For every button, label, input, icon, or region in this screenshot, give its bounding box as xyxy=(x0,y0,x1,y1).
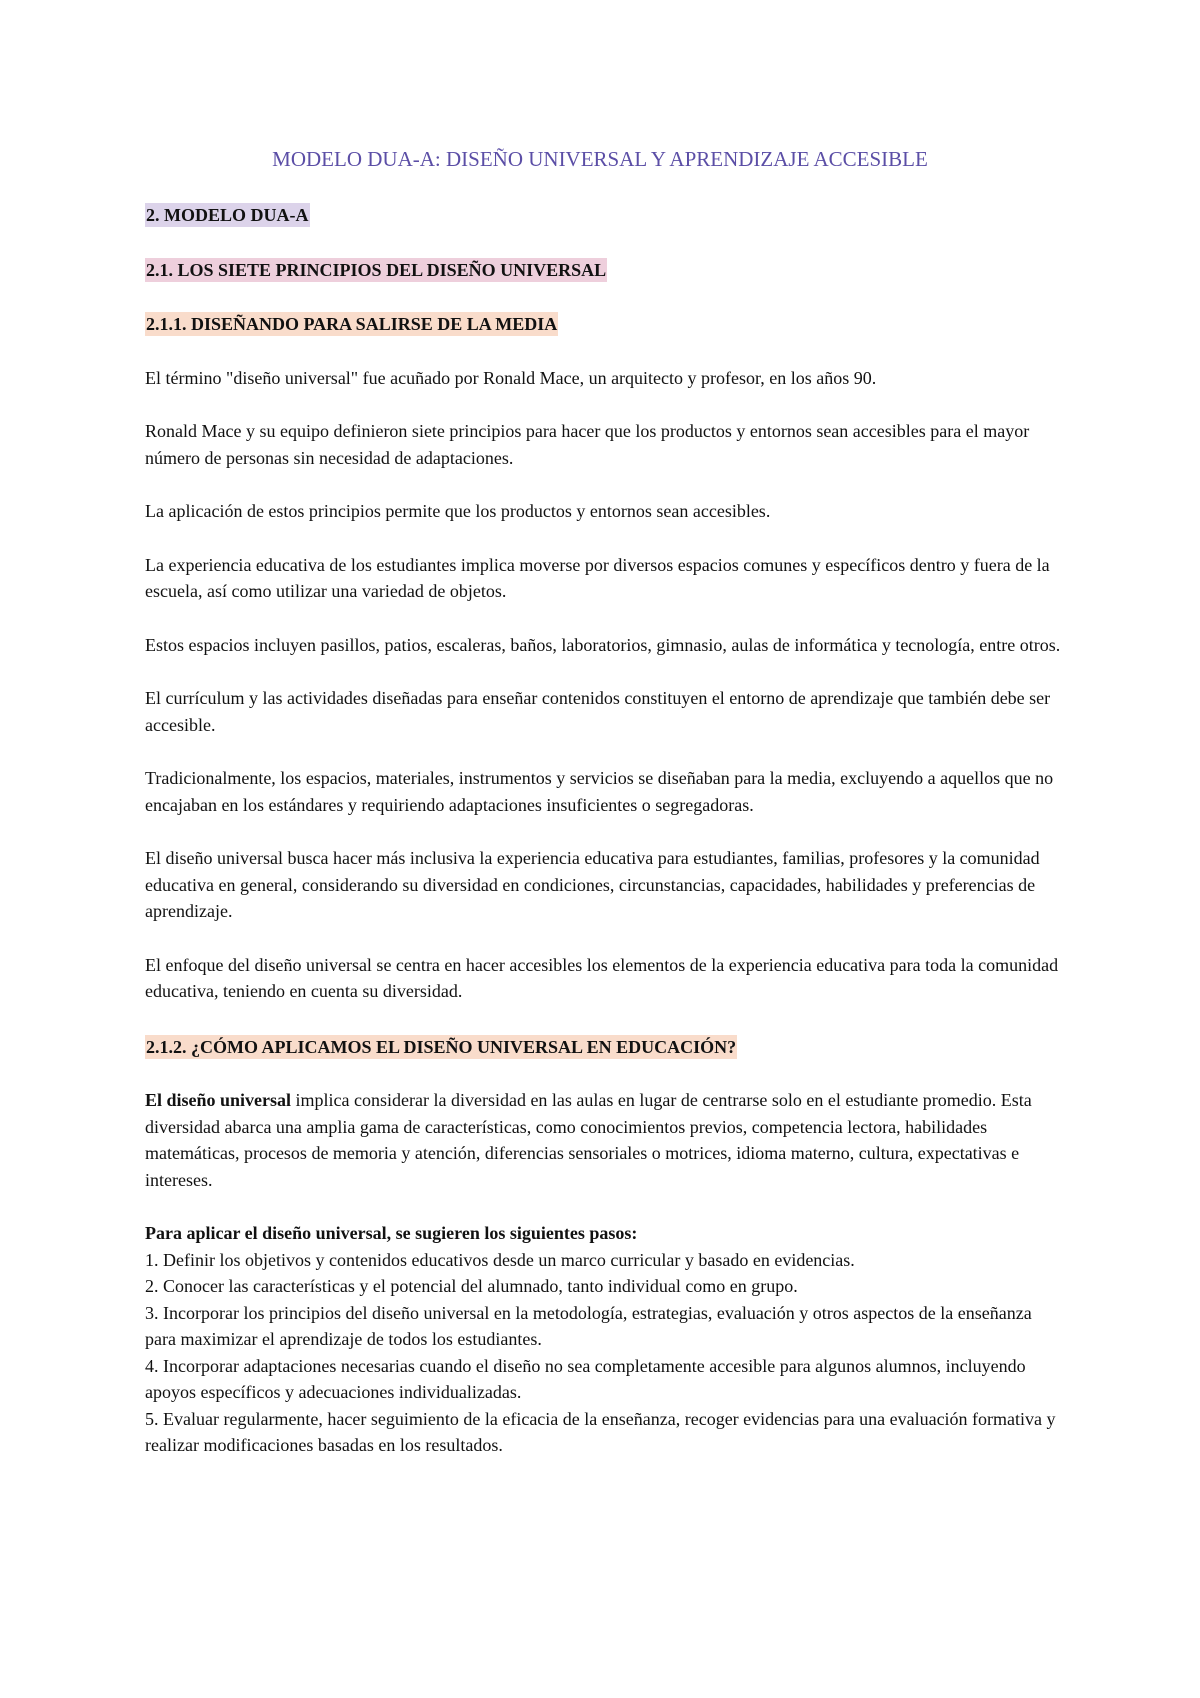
paragraph: La aplicación de estos principios permite que los productos y entornos sean accesibles. xyxy=(145,501,771,521)
paragraph: Estos espacios incluyen pasillos, patios, escaleras, baños, laboratorios, gimnasio, aulas de informática y tecnología, entre otros. xyxy=(145,634,1061,655)
list-item: 5. Evaluar regularmente, hacer seguimiento de la eficacia de la enseñanza, recoger evidencias para una evaluación formativa y realizar modificaciones basadas en los resultados. xyxy=(145,1408,1056,1455)
paragraph: Tradicionalmente, los espacios, materiales, instrumentos y servicios se diseñaban para la media, excluyendo a aquellos que no encajaban en los estándares y requiriendo adaptaciones insuficientes o segregadoras. xyxy=(145,768,1054,815)
paragraph: El enfoque del diseño universal se centra en hacer accesibles los elementos de la experiencia educativa para toda la comunidad educativa, teniendo en cuenta su diversidad. xyxy=(145,954,1059,1001)
paragraph: La experiencia educativa de los estudiantes implica moverse por diversos espacios comunes y específicos dentro y fuera de la escuela, así como utilizar una variedad de objetos. xyxy=(145,554,1050,601)
intro-paragraph xyxy=(145,1087,1065,1193)
steps-heading: Para aplicar el diseño universal, se sugieren los siguientes pasos: xyxy=(145,1223,638,1243)
section-heading: 2. MODELO DUA-A xyxy=(146,205,309,225)
sub1-heading: 2.1.1. DISEÑANDO PARA SALIRSE DE LA MEDIA xyxy=(146,314,558,334)
intro-bold-text: El diseño universal xyxy=(145,1090,292,1110)
paragraph: El currículum y las actividades diseñadas para enseñar contenidos constituyen el entorno de aprendizaje que también debe ser accesible. xyxy=(145,688,1051,735)
steps-list xyxy=(145,1247,1065,1459)
paragraph: El término "diseño universal" fue acuñado por Ronald Mace, un arquitecto y profesor, en los años 90. xyxy=(145,367,877,388)
subsection-heading: 2.1. LOS SIETE PRINCIPIOS DEL DISEÑO UNIVERSAL xyxy=(146,259,607,280)
list-item: 4. Incorporar adaptaciones necesarias cuando el diseño no sea completamente accesible para algunos alumnos, incluyendo apoyos específicos y adecuaciones individualizadas. xyxy=(145,1355,1026,1402)
document-title: MODELO DUA-A: DISEÑO UNIVERSAL Y APRENDIZAJE ACCESIBLE xyxy=(272,147,928,171)
document-body xyxy=(145,202,1065,1459)
list-item: 3. Incorporar los principios del diseño universal en la metodología, estrategias, evaluación y otros aspectos de la enseñanza para maximizar el aprendizaje de todos los estudiantes. xyxy=(145,1302,1032,1349)
list-item: 1. Definir los objetivos y contenidos educativos desde un marco curricular y basado en evidencias. xyxy=(145,1249,855,1270)
paragraph: Ronald Mace y su equipo definieron siete principios para hacer que los productos y entornos sean accesibles para el mayor número de personas sin necesidad de adaptaciones. xyxy=(145,421,1030,468)
intro-text: implica considerar la diversidad en las aulas en lugar de centrarse solo en el estudiante promedio. Esta diversidad abarca una amplia gama de características, como conocimientos previos, competencia lectora, habilidades matemáticas, procesos de memoria y atención, diferencias sensoriales o motrices, idioma materno, cultura, expectativas e intereses. xyxy=(145,1090,1032,1190)
sub2-heading: 2.1.2. ¿CÓMO APLICAMOS EL DISEÑO UNIVERSAL EN EDUCACIÓN? xyxy=(146,1036,737,1057)
paragraph: El diseño universal busca hacer más inclusiva la experiencia educativa para estudiantes, familias, profesores y la comunidad educativa en general, considerando su diversidad en condiciones, circunstancias, capacidades, habilidades y preferencias de aprendizaje. xyxy=(145,848,1040,921)
list-item: 2. Conocer las características y el potencial del alumnado, tanto individual como en grupo. xyxy=(145,1276,798,1296)
